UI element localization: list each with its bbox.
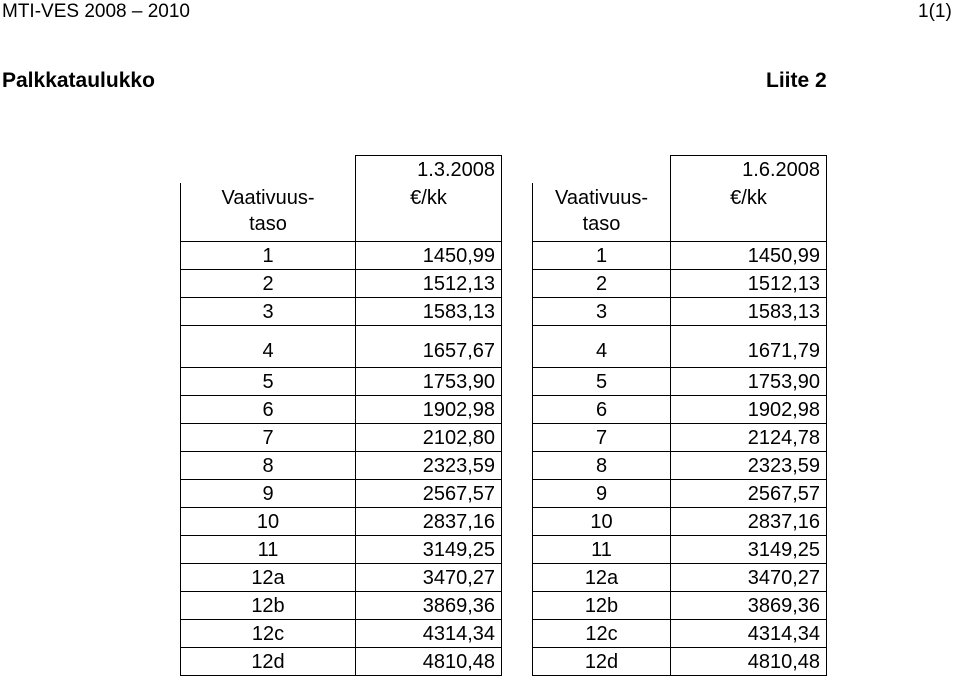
amount-cell: 1902,98 — [671, 396, 827, 424]
column-header-level — [533, 183, 671, 242]
amount-cell: 2102,80 — [356, 424, 502, 452]
table-row — [181, 242, 502, 270]
level-cell: 1 — [533, 242, 671, 270]
column-header-level — [181, 183, 356, 242]
column-header-level-line: taso — [582, 213, 621, 235]
effective-date: 1.6.2008 — [671, 156, 827, 184]
amount-cell: 4314,34 — [356, 620, 502, 648]
level-cell: 11 — [181, 536, 356, 564]
table-row — [533, 564, 827, 592]
amount-cell: 2323,59 — [671, 452, 827, 480]
amount-cell: 2837,16 — [356, 508, 502, 536]
amount-cell: 3869,36 — [671, 592, 827, 620]
table-row — [533, 452, 827, 480]
amount-cell: 1512,13 — [356, 270, 502, 298]
level-cell: 7 — [533, 424, 671, 452]
amount-cell: 4810,48 — [356, 648, 502, 676]
empty-cell — [181, 156, 356, 184]
amount-cell: 3470,27 — [356, 564, 502, 592]
document-title: Palkkataulukko — [2, 69, 155, 92]
level-cell: 3 — [181, 298, 356, 326]
document-header-left: MTI-VES 2008 – 2010 — [2, 1, 190, 22]
level-cell: 12c — [533, 620, 671, 648]
level-cell: 4 — [533, 326, 671, 368]
amount-cell: 1583,13 — [671, 298, 827, 326]
level-cell: 12d — [533, 648, 671, 676]
level-cell: 8 — [533, 452, 671, 480]
amount-cell: 2124,78 — [671, 424, 827, 452]
empty-cell — [533, 156, 671, 184]
level-cell: 11 — [533, 536, 671, 564]
column-header-amount: €/kk — [671, 183, 827, 242]
amount-cell: 4810,48 — [671, 648, 827, 676]
column-header-level-line: Vaativuus- — [221, 187, 315, 209]
table-row — [181, 480, 502, 508]
amount-cell: 1753,90 — [356, 368, 502, 396]
level-cell: 10 — [181, 508, 356, 536]
column-header-amount: €/kk — [356, 183, 502, 242]
table-row — [533, 270, 827, 298]
level-cell: 2 — [181, 270, 356, 298]
amount-cell: 1583,13 — [356, 298, 502, 326]
table-row — [533, 536, 827, 564]
table-row — [181, 452, 502, 480]
level-cell: 9 — [533, 480, 671, 508]
amount-cell: 2837,16 — [671, 508, 827, 536]
level-cell: 7 — [181, 424, 356, 452]
amount-cell: 1753,90 — [671, 368, 827, 396]
table-row — [533, 508, 827, 536]
level-cell: 6 — [181, 396, 356, 424]
amount-cell: 1512,13 — [671, 270, 827, 298]
level-cell: 8 — [181, 452, 356, 480]
table-row — [181, 368, 502, 396]
level-cell: 12a — [533, 564, 671, 592]
level-cell: 5 — [533, 368, 671, 396]
amount-cell: 1657,67 — [356, 326, 502, 368]
amount-cell: 2323,59 — [356, 452, 502, 480]
table-row — [533, 298, 827, 326]
level-cell: 5 — [181, 368, 356, 396]
table-row — [181, 536, 502, 564]
level-cell: 12b — [533, 592, 671, 620]
table-row — [181, 326, 502, 368]
table-row — [533, 368, 827, 396]
column-header-level-line: Vaativuus- — [554, 187, 648, 209]
column-header-level-line: taso — [249, 213, 287, 235]
level-cell: 12b — [181, 592, 356, 620]
table-row — [181, 270, 502, 298]
table-row — [181, 620, 502, 648]
amount-cell: 3149,25 — [356, 536, 502, 564]
page-number: 1(1) — [918, 1, 952, 22]
amount-cell: 1902,98 — [356, 396, 502, 424]
level-cell: 6 — [533, 396, 671, 424]
level-cell: 12a — [181, 564, 356, 592]
level-cell: 12c — [181, 620, 356, 648]
table-row — [533, 242, 827, 270]
table-row — [181, 648, 502, 676]
amount-cell: 2567,57 — [356, 480, 502, 508]
level-cell: 3 — [533, 298, 671, 326]
table-row — [533, 424, 827, 452]
amount-cell: 4314,34 — [671, 620, 827, 648]
table-row — [533, 326, 827, 368]
amount-cell: 1671,79 — [671, 326, 827, 368]
amount-cell: 3470,27 — [671, 564, 827, 592]
table-row — [181, 298, 502, 326]
effective-date: 1.3.2008 — [356, 156, 502, 184]
amount-cell: 3869,36 — [356, 592, 502, 620]
amount-cell: 3149,25 — [671, 536, 827, 564]
level-cell: 4 — [181, 326, 356, 368]
table-row — [533, 396, 827, 424]
level-cell: 2 — [533, 270, 671, 298]
table-row — [181, 508, 502, 536]
amount-cell: 2567,57 — [671, 480, 827, 508]
table-row — [181, 564, 502, 592]
table-row — [533, 480, 827, 508]
level-cell: 1 — [181, 242, 356, 270]
amount-cell: 1450,99 — [356, 242, 502, 270]
salary-table-2 — [532, 155, 827, 676]
table-row — [181, 592, 502, 620]
table-row — [533, 648, 827, 676]
level-cell: 12d — [181, 648, 356, 676]
amount-cell: 1450,99 — [671, 242, 827, 270]
salary-table-1 — [180, 155, 502, 676]
level-cell: 9 — [181, 480, 356, 508]
table-row — [533, 592, 827, 620]
table-row — [181, 396, 502, 424]
table-row — [533, 620, 827, 648]
table-row — [181, 424, 502, 452]
appendix-label: Liite 2 — [766, 69, 827, 92]
level-cell: 10 — [533, 508, 671, 536]
